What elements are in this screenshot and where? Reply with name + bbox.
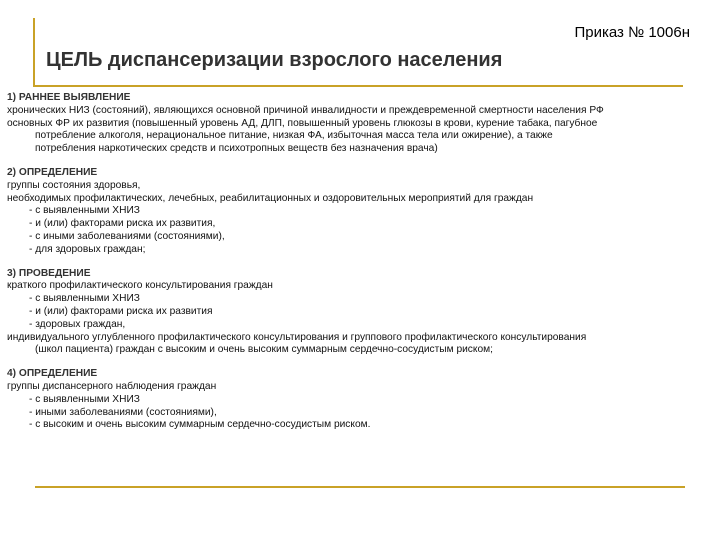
list-item: - с выявленными ХНИЗ [29, 293, 140, 305]
section-line: группы диспансерного наблюдения граждан [7, 380, 217, 392]
order-reference: Приказ № 1006н [574, 24, 690, 41]
title-underline [33, 85, 683, 87]
content-body [7, 92, 713, 443]
frame-vertical-line [33, 18, 35, 86]
section-title: ОПРЕДЕЛЕНИЕ [18, 166, 98, 178]
section-title: ОПРЕДЕЛЕНИЕ [18, 368, 98, 380]
section-number: 1) [7, 92, 17, 103]
section-line-continued: (школ пациента) граждан с высоким и очень высоким суммарным сердечно-сосудистым риском; [35, 344, 493, 356]
section-line: основных ФР их развития (повышенный уровень АД, ДЛП, повышенный уровень глюкозы в крови, курение табака, пагубное [7, 117, 598, 129]
list-item: - и (или) факторами риска их развития, [29, 218, 216, 230]
section-heading [7, 92, 713, 105]
section-number: 4) [7, 368, 17, 380]
section-heading [7, 167, 713, 180]
section-line-continued: потребления наркотических средств и психотропных веществ без назначения врача) [35, 143, 438, 155]
section-line: краткого профилактического консультирования граждан [7, 280, 273, 292]
section-heading [7, 368, 713, 381]
section-heading [7, 268, 713, 281]
section-line: индивидуального углубленного профилактического консультирования и группового профилактического консультирования [7, 331, 587, 343]
section-title: ПРОВЕДЕНИЕ [18, 267, 91, 279]
section-line-continued: потребление алкоголя, нерациональное питание, низкая ФА, избыточная масса тела или ожирение), а также [35, 130, 553, 142]
section-number: 3) [7, 267, 17, 279]
list-item: - иными заболеваниями (состояниями), [29, 406, 217, 418]
section-3 [7, 268, 713, 358]
list-item: - и (или) факторами риска их развития [29, 305, 213, 317]
list-item: - с иными заболеваниями (состояниями), [29, 230, 225, 242]
section-title: РАННЕЕ ВЫЯВЛЕНИЕ [18, 92, 131, 103]
section-1 [7, 92, 713, 156]
list-item: - с выявленными ХНИЗ [29, 205, 140, 217]
section-2 [7, 167, 713, 257]
list-item: - здоровых граждан, [29, 318, 126, 330]
bottom-divider [35, 486, 685, 488]
section-number: 2) [7, 166, 17, 178]
list-item: - для здоровых граждан; [29, 243, 146, 255]
list-item: - с высоким и очень высоким суммарным сердечно-сосудистым риском. [29, 419, 371, 431]
section-line: хронических НИЗ (состояний), являющихся основной причиной инвалидности и преждевременной смертности населения РФ [7, 104, 604, 116]
section-line: группы состояния здоровья, [7, 179, 141, 191]
section-line: необходимых профилактических, лечебных, реабилитационных и оздоровительных мероприятий для граждан [7, 192, 534, 204]
list-item: - с выявленными ХНИЗ [29, 393, 140, 405]
page-title: ЦЕЛЬ диспансеризации взрослого населения [46, 49, 503, 71]
section-4 [7, 368, 713, 432]
